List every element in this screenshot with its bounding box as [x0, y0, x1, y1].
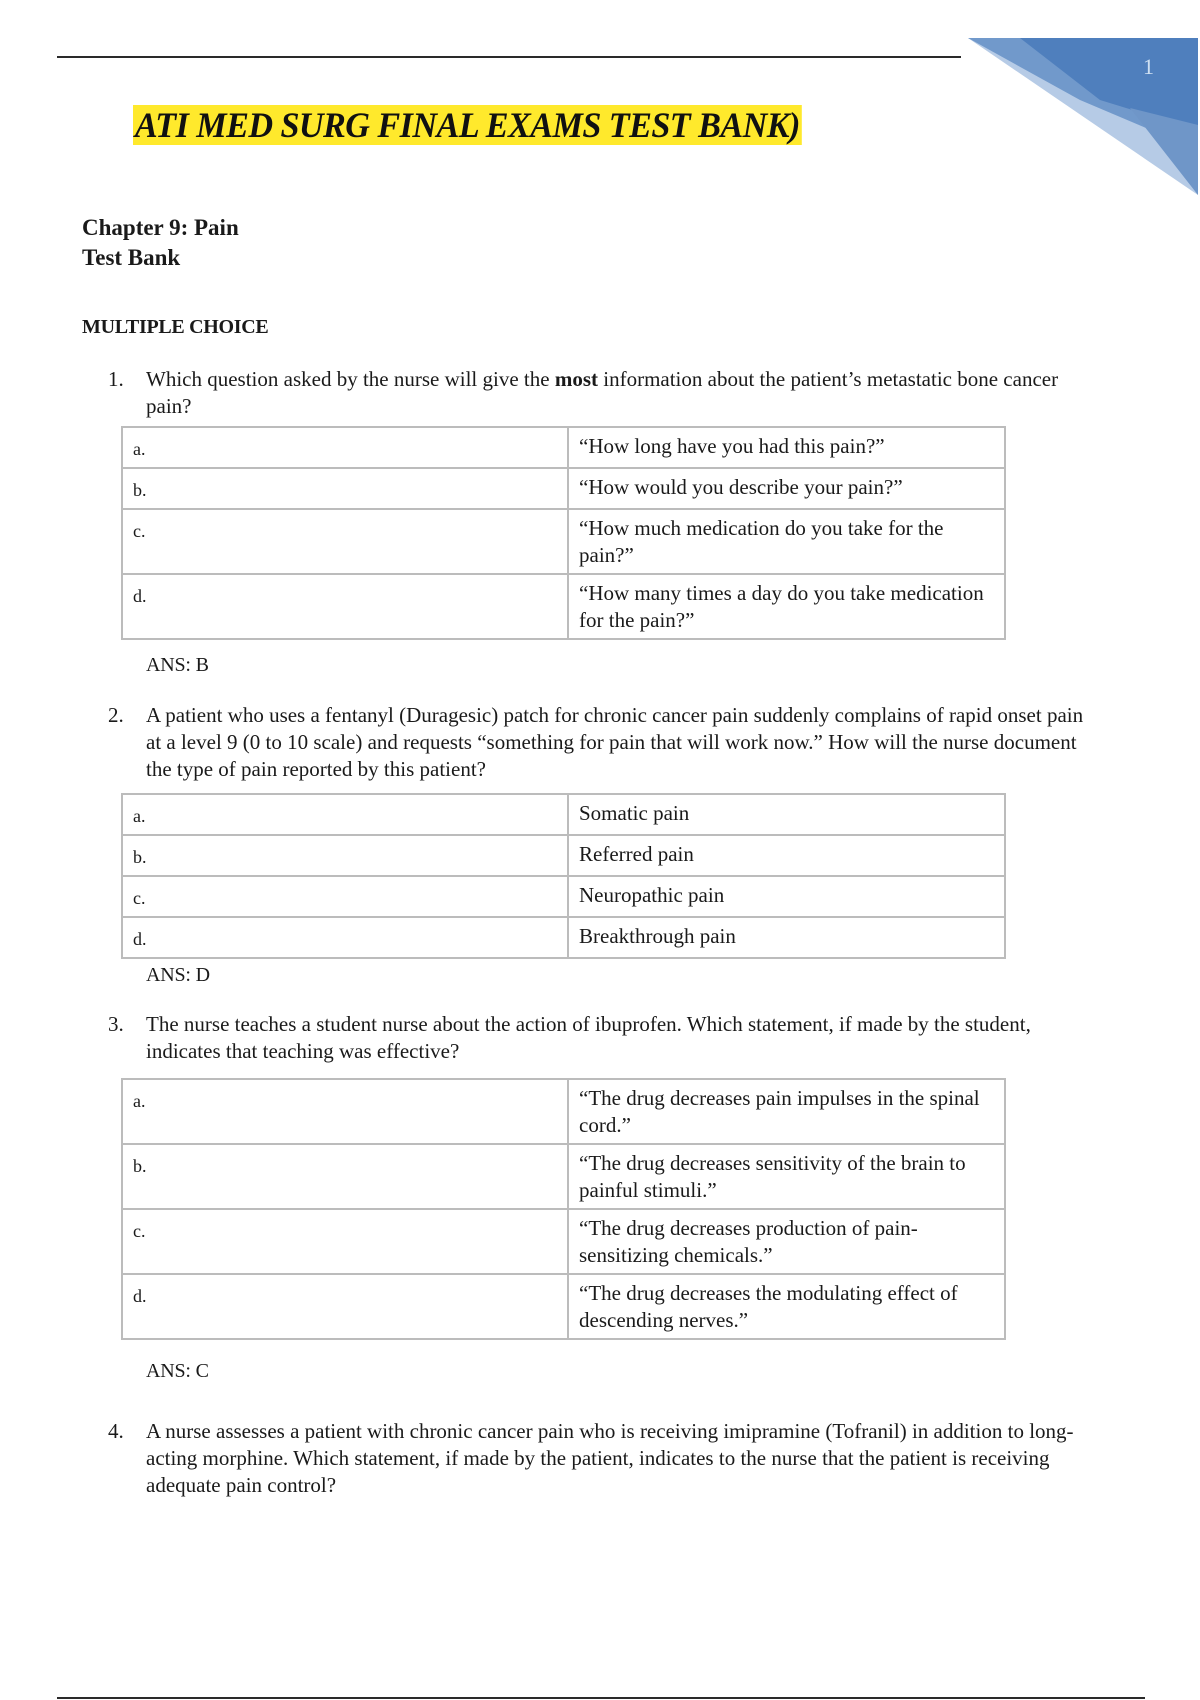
option-letter: a.	[122, 794, 568, 835]
question-number: 1.	[108, 367, 124, 391]
option-text: Somatic pain	[568, 794, 1005, 835]
option-text: “The drug decreases pain impulses in the spinal cord.”	[568, 1079, 1005, 1144]
option-row	[122, 876, 1005, 917]
chapter-heading	[82, 213, 239, 273]
option-row	[122, 427, 1005, 468]
document-title	[133, 105, 837, 145]
question-4	[108, 1418, 1088, 1499]
option-letter: b.	[122, 1144, 568, 1209]
header-rule	[57, 56, 961, 58]
page-number: 1	[1143, 54, 1154, 79]
option-text: Neuropathic pain	[568, 876, 1005, 917]
question-stem: Which question asked by the nurse will give the most information about the patient’s metastatic bone cancer pain?	[146, 367, 1059, 418]
option-letter: a.	[122, 427, 568, 468]
question-1	[108, 366, 1088, 420]
option-letter: d.	[122, 1274, 568, 1339]
option-letter: c.	[122, 876, 568, 917]
section-heading: MULTIPLE CHOICE	[82, 316, 269, 338]
footer-rule	[57, 1697, 1145, 1699]
question-3	[108, 1011, 1088, 1065]
option-row	[122, 1144, 1005, 1209]
option-row	[122, 835, 1005, 876]
question-3-options	[121, 1078, 1006, 1340]
option-text: “How would you describe your pain?”	[568, 468, 1005, 509]
option-text: “How much medication do you take for the pain?”	[568, 509, 1005, 574]
option-text: “How many times a day do you take medication for the pain?”	[568, 574, 1005, 639]
option-letter: c.	[122, 509, 568, 574]
option-row	[122, 1274, 1005, 1339]
option-text: “The drug decreases the modulating effect of descending nerves.”	[568, 1274, 1005, 1339]
option-letter: d.	[122, 917, 568, 958]
question-1-options	[121, 426, 1006, 640]
question-stem: A nurse assesses a patient with chronic cancer pain who is receiving imipramine (Tofranil) in addition to long-acting morphine. Which statement, if made by the patient, indicates to the nurse that the patient is receiving adequate pain control?	[146, 1419, 1074, 1497]
option-text: “The drug decreases sensitivity of the brain to painful stimuli.”	[568, 1144, 1005, 1209]
question-2-options	[121, 793, 1006, 959]
question-stem: A patient who uses a fentanyl (Duragesic) patch for chronic cancer pain suddenly complains of rapid onset pain at a level 9 (0 to 10 scale) and requests “something for pain that will work now.” How will the nurse document the type of pain reported by this patient?	[146, 703, 1084, 781]
question-number: 2.	[108, 703, 124, 727]
option-row	[122, 468, 1005, 509]
option-row	[122, 794, 1005, 835]
title-highlighted: ATI MED SURG FINAL EXAMS TEST BANK)	[134, 105, 800, 145]
chapter-subtitle: Test Bank	[82, 245, 181, 270]
option-letter: a.	[122, 1079, 568, 1144]
question-number: 3.	[108, 1012, 124, 1036]
chapter-title: Chapter 9: Pain	[82, 215, 239, 240]
question-2	[108, 702, 1088, 783]
option-letter: d.	[122, 574, 568, 639]
question-1-answer: ANS: B	[146, 654, 209, 676]
option-text: “How long have you had this pain?”	[568, 427, 1005, 468]
page-corner-decoration	[960, 0, 1200, 200]
option-text: “The drug decreases production of pain-sensitizing chemicals.”	[568, 1209, 1005, 1274]
option-letter: b.	[122, 468, 568, 509]
option-letter: c.	[122, 1209, 568, 1274]
question-3-answer: ANS: C	[146, 1360, 209, 1382]
question-stem: The nurse teaches a student nurse about the action of ibuprofen. Which statement, if made by the student, indicates that teaching was effective?	[146, 1012, 1031, 1063]
option-row	[122, 1079, 1005, 1144]
emphasis-most: most	[554, 367, 598, 391]
question-2-answer: ANS: D	[146, 964, 210, 986]
option-text: Breakthrough pain	[568, 917, 1005, 958]
option-letter: b.	[122, 835, 568, 876]
question-number: 4.	[108, 1419, 124, 1443]
option-row	[122, 509, 1005, 574]
option-row	[122, 574, 1005, 639]
option-row	[122, 917, 1005, 958]
option-row	[122, 1209, 1005, 1274]
option-text: Referred pain	[568, 835, 1005, 876]
